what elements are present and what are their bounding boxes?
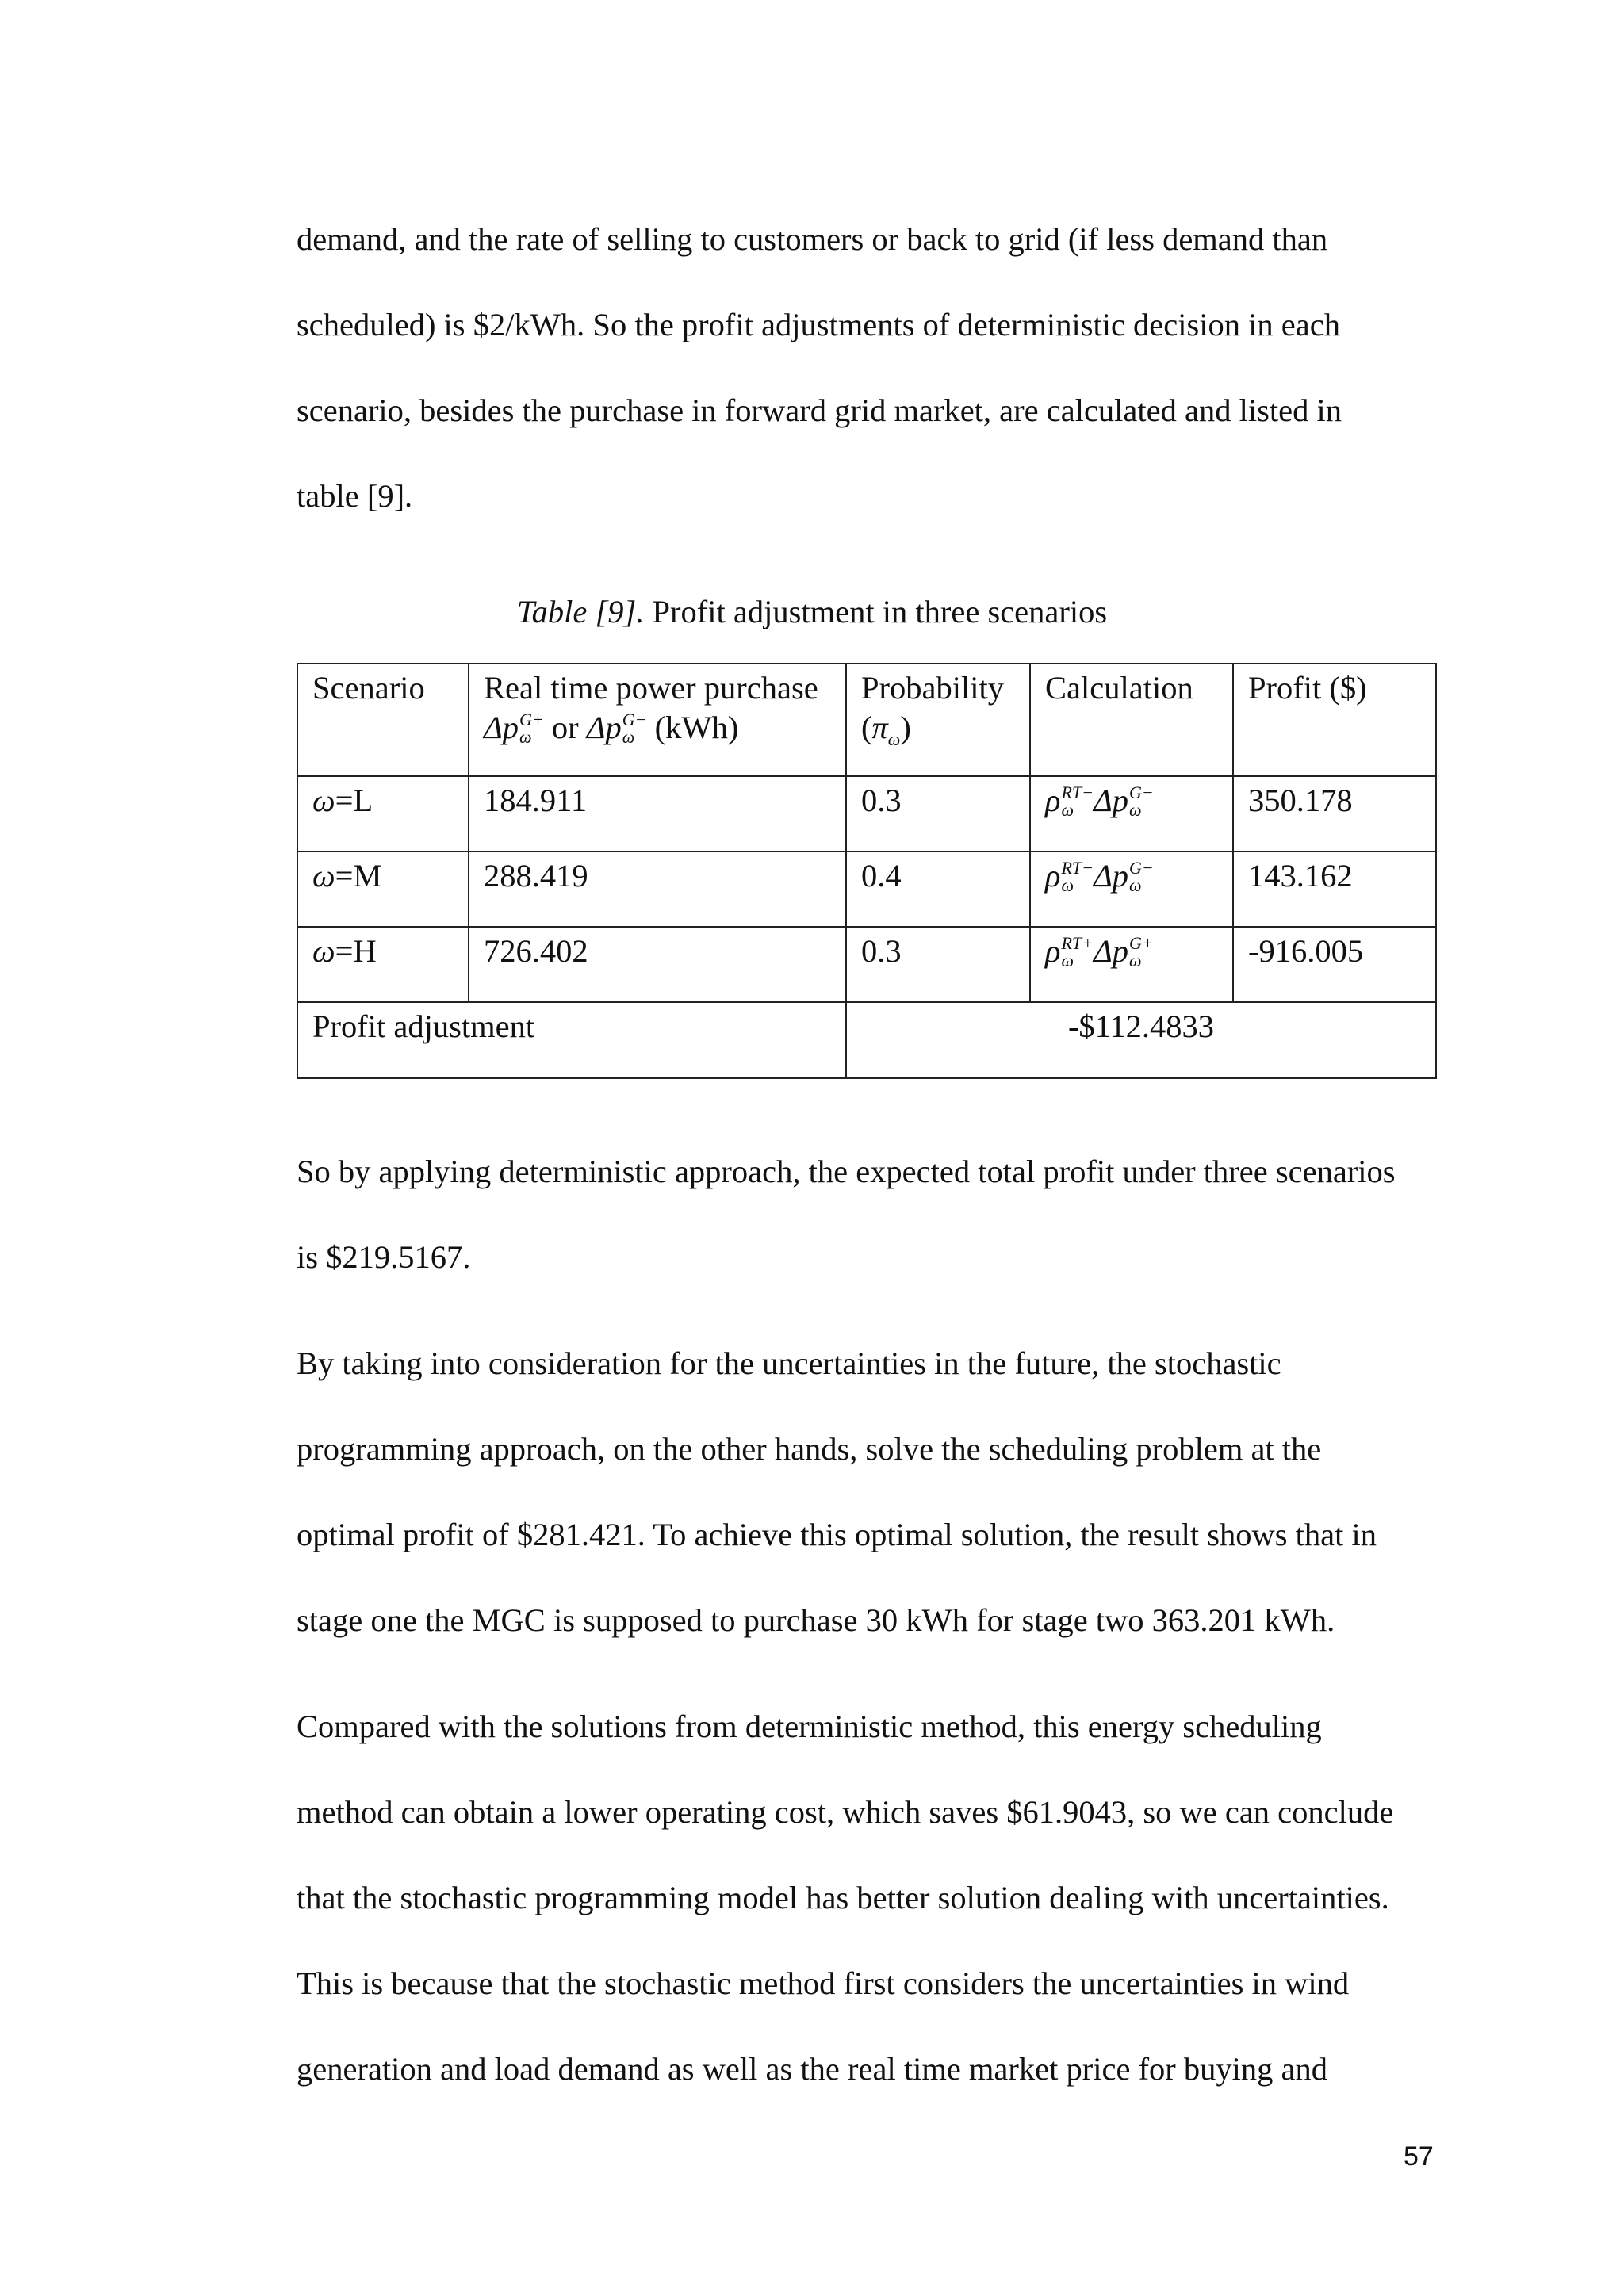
table-row <box>297 851 1436 927</box>
delta-p-g-minus-symbol: Δp G− ω <box>586 710 647 747</box>
cell-calculation: ρ RT+ ω Δp G+ ω <box>1030 927 1233 1002</box>
body-text-line: scheduled) is $2/kWh. So the profit adjustments of deterministic decision in each <box>297 307 1340 342</box>
table-header-row <box>297 664 1436 776</box>
table-row <box>297 776 1436 851</box>
cell-calculation: ρ RT− ω Δp G− ω <box>1030 851 1233 927</box>
cell-scenario: ω=M <box>297 851 469 927</box>
header-purchase-title: Real time power purchase <box>484 670 818 706</box>
table-caption-text: Profit adjustment in three scenarios <box>644 594 1108 629</box>
cell-profit: 350.178 <box>1233 776 1436 851</box>
body-text-line: optimal profit of $281.421. To achieve this optimal solution, the result shows that in <box>297 1517 1377 1552</box>
cell-scenario: ω=L <box>297 776 469 851</box>
cell-probability: 0.4 <box>846 851 1030 927</box>
cell-probability: 0.3 <box>846 776 1030 851</box>
profit-adjustment-table <box>297 663 1437 1079</box>
cell-calculation: ρ RT− ω Δp G− ω <box>1030 776 1233 851</box>
body-text-line: So by applying deterministic approach, the expected total profit under three scenarios <box>297 1154 1396 1189</box>
header-scenario: Scenario <box>297 664 469 776</box>
header-probability: Probability $(\pi_\omega)$ <box>846 664 1030 776</box>
cell-profit: 143.162 <box>1233 851 1436 927</box>
body-text-line: that the stochastic programming model has better solution dealing with uncertainties. <box>297 1880 1389 1915</box>
body-text-line: programming approach, on the other hands, solve the scheduling problem at the <box>297 1431 1322 1467</box>
body-text-line: method can obtain a lower operating cost, which saves $61.9043, so we can conclude <box>297 1794 1394 1830</box>
cell-profit: -916.005 <box>1233 927 1436 1002</box>
header-purchase-formula: Δp G+ ω or Δp G− ω (kWh) <box>484 710 739 747</box>
body-text-line: table [9]. <box>297 478 413 514</box>
total-value: -$112.4833 <box>846 1002 1436 1078</box>
body-text-line: demand, and the rate of selling to customers or back to grid (if less demand than <box>297 221 1328 257</box>
cell-purchase: 184.911 <box>469 776 846 851</box>
body-text-line: stage one the MGC is supposed to purchase 30 kWh for stage two 363.201 kWh. <box>297 1602 1335 1638</box>
table-row <box>297 927 1436 1002</box>
cell-purchase: 726.402 <box>469 927 846 1002</box>
page-number: 57 <box>1404 2141 1434 2172</box>
table-total-row <box>297 1002 1436 1078</box>
body-text-line: is $219.5167. <box>297 1239 471 1275</box>
header-purchase <box>469 664 846 776</box>
table-caption-label: Table [9]. <box>516 594 645 629</box>
body-text-line: Compared with the solutions from deterministic method, this energy scheduling <box>297 1709 1322 1744</box>
table-caption <box>0 593 1624 631</box>
body-text-line: scenario, besides the purchase in forward grid market, are calculated and listed in <box>297 392 1342 428</box>
pi-omega-symbol: $(\pi_\omega)$ <box>861 710 911 750</box>
body-text-line: generation and load demand as well as the real time market price for buying and <box>297 2051 1328 2087</box>
header-calculation: Calculation <box>1030 664 1233 776</box>
cell-purchase: 288.419 <box>469 851 846 927</box>
body-text-line: This is because that the stochastic method first considers the uncertainties in wind <box>297 1965 1350 2001</box>
cell-probability: 0.3 <box>846 927 1030 1002</box>
delta-p-g-plus-symbol: Δp G+ ω <box>484 710 544 747</box>
cell-scenario: ω=H <box>297 927 469 1002</box>
body-text-line: By taking into consideration for the uncertainties in the future, the stochastic <box>297 1345 1281 1381</box>
header-profit: Profit ($) <box>1233 664 1436 776</box>
total-label: Profit adjustment <box>297 1002 846 1078</box>
